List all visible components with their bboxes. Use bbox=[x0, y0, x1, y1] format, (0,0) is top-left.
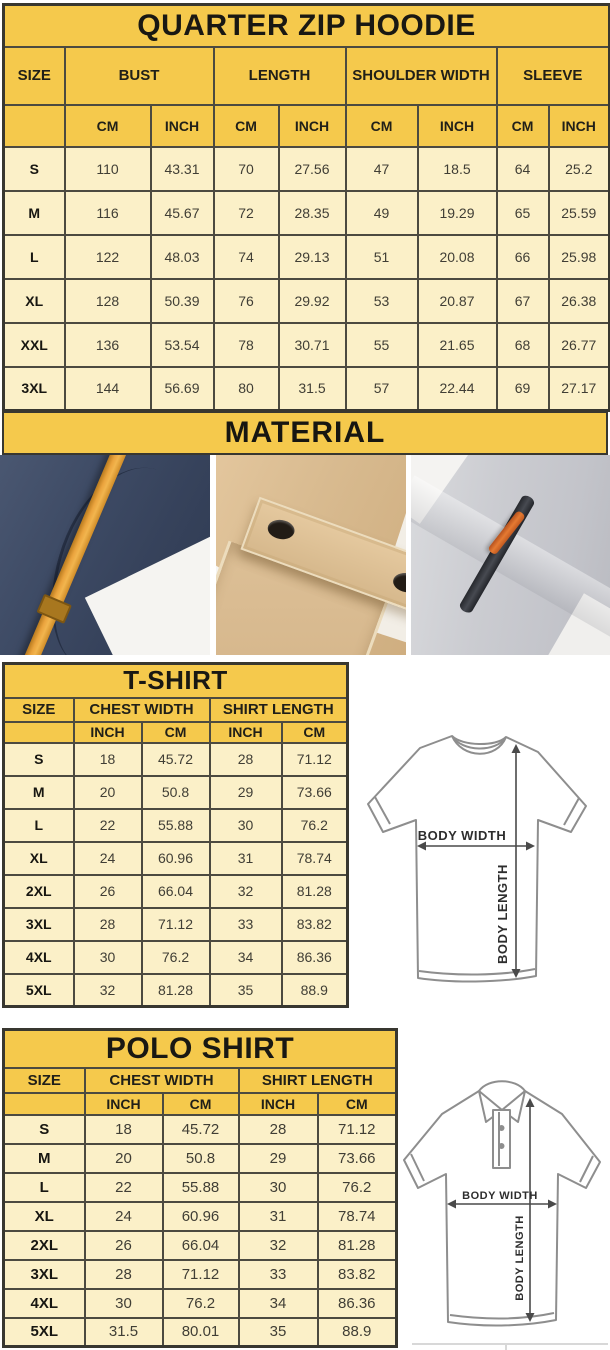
size-cell: S bbox=[4, 147, 65, 191]
value-cell: 26.38 bbox=[549, 279, 610, 323]
table-row bbox=[4, 1260, 397, 1289]
unit-header: CM bbox=[282, 722, 348, 743]
size-cell: 2XL bbox=[4, 1231, 85, 1260]
unit-header: INCH bbox=[549, 105, 610, 147]
value-cell: 128 bbox=[65, 279, 151, 323]
value-cell: 55.88 bbox=[163, 1173, 239, 1202]
unit-header: INCH bbox=[279, 105, 346, 147]
table-row bbox=[4, 1202, 397, 1231]
size-cell: L bbox=[4, 1173, 85, 1202]
value-cell: 53 bbox=[346, 279, 418, 323]
unit-header: CM bbox=[497, 105, 549, 147]
size-cell: 2XL bbox=[4, 875, 74, 908]
value-cell: 80.01 bbox=[163, 1318, 239, 1347]
size-cell: 3XL bbox=[4, 367, 65, 411]
table-row bbox=[4, 323, 610, 367]
value-cell: 50.8 bbox=[142, 776, 210, 809]
size-cell: L bbox=[4, 809, 74, 842]
value-cell: 45.67 bbox=[151, 191, 214, 235]
value-cell: 22 bbox=[85, 1173, 163, 1202]
tshirt-measurement-diagram bbox=[350, 724, 606, 1004]
size-column-header: SIZE bbox=[4, 698, 74, 722]
bust-column-header: BUST bbox=[65, 47, 214, 105]
cropped-next-section-line bbox=[412, 1343, 608, 1345]
value-cell: 144 bbox=[65, 367, 151, 411]
value-cell: 31 bbox=[210, 842, 282, 875]
value-cell: 48.03 bbox=[151, 235, 214, 279]
value-cell: 66 bbox=[497, 235, 549, 279]
unit-header: INCH bbox=[418, 105, 497, 147]
body-length-label: BODY LENGTH bbox=[514, 1215, 526, 1301]
value-cell: 70 bbox=[214, 147, 279, 191]
value-cell: 64 bbox=[497, 147, 549, 191]
size-cell: L bbox=[4, 235, 65, 279]
size-cell: 5XL bbox=[4, 974, 74, 1007]
table-row bbox=[4, 1115, 397, 1144]
value-cell: 34 bbox=[239, 1289, 318, 1318]
tshirt-title: T-SHIRT bbox=[4, 664, 348, 698]
value-cell: 20.08 bbox=[418, 235, 497, 279]
value-cell: 18.5 bbox=[418, 147, 497, 191]
unit-header: CM bbox=[142, 722, 210, 743]
value-cell: 47 bbox=[346, 147, 418, 191]
table-row bbox=[4, 776, 348, 809]
value-cell: 26 bbox=[74, 875, 142, 908]
value-cell: 18 bbox=[74, 743, 142, 776]
value-cell: 78.74 bbox=[318, 1202, 397, 1231]
value-cell: 22 bbox=[74, 809, 142, 842]
size-cell: S bbox=[4, 743, 74, 776]
value-cell: 76.2 bbox=[163, 1289, 239, 1318]
value-cell: 28 bbox=[85, 1260, 163, 1289]
value-cell: 78.74 bbox=[282, 842, 348, 875]
chest-width-column-header: CHEST WIDTH bbox=[85, 1068, 239, 1093]
value-cell: 51 bbox=[346, 235, 418, 279]
unit-header: CM bbox=[318, 1093, 397, 1115]
value-cell: 20.87 bbox=[418, 279, 497, 323]
material-section-title: MATERIAL bbox=[2, 411, 608, 455]
value-cell: 67 bbox=[497, 279, 549, 323]
value-cell: 28 bbox=[239, 1115, 318, 1144]
value-cell: 45.72 bbox=[142, 743, 210, 776]
table-row bbox=[4, 1173, 397, 1202]
value-cell: 60.96 bbox=[163, 1202, 239, 1231]
value-cell: 25.98 bbox=[549, 235, 610, 279]
snap-button bbox=[266, 518, 296, 541]
size-cell: XL bbox=[4, 1202, 85, 1231]
size-cell: 5XL bbox=[4, 1318, 85, 1347]
corner-cell bbox=[4, 105, 65, 147]
value-cell: 30 bbox=[85, 1289, 163, 1318]
value-cell: 31 bbox=[239, 1202, 318, 1231]
value-cell: 35 bbox=[239, 1318, 318, 1347]
value-cell: 71.12 bbox=[282, 743, 348, 776]
size-cell: M bbox=[4, 1144, 85, 1173]
value-cell: 136 bbox=[65, 323, 151, 367]
value-cell: 50.8 bbox=[163, 1144, 239, 1173]
value-cell: 30 bbox=[239, 1173, 318, 1202]
value-cell: 26.77 bbox=[549, 323, 610, 367]
table-row bbox=[4, 941, 348, 974]
table-row bbox=[4, 842, 348, 875]
value-cell: 56.69 bbox=[151, 367, 214, 411]
value-cell: 34 bbox=[210, 941, 282, 974]
body-width-label: BODY WIDTH bbox=[417, 828, 507, 843]
chest-width-column-header: CHEST WIDTH bbox=[74, 698, 210, 722]
hoodie-title: QUARTER ZIP HOODIE bbox=[4, 5, 610, 47]
table-row bbox=[4, 1318, 397, 1347]
table-row bbox=[4, 974, 348, 1007]
value-cell: 33 bbox=[239, 1260, 318, 1289]
unit-header: CM bbox=[214, 105, 279, 147]
value-cell: 30 bbox=[210, 809, 282, 842]
unit-header: CM bbox=[163, 1093, 239, 1115]
body-length-label: BODY LENGTH bbox=[495, 864, 510, 964]
table-row bbox=[4, 147, 610, 191]
material-photo-gray-zipper bbox=[411, 455, 610, 655]
value-cell: 28 bbox=[74, 908, 142, 941]
corner-cell bbox=[4, 1093, 85, 1115]
value-cell: 110 bbox=[65, 147, 151, 191]
value-cell: 74 bbox=[214, 235, 279, 279]
size-cell: S bbox=[4, 1115, 85, 1144]
size-cell: M bbox=[4, 191, 65, 235]
value-cell: 83.82 bbox=[282, 908, 348, 941]
table-row bbox=[4, 1289, 397, 1318]
table-row bbox=[4, 279, 610, 323]
table-row bbox=[4, 191, 610, 235]
shirt-length-column-header: SHIRT LENGTH bbox=[239, 1068, 397, 1093]
unit-header-row bbox=[4, 722, 348, 743]
value-cell: 31.5 bbox=[279, 367, 346, 411]
table-row bbox=[4, 908, 348, 941]
value-cell: 71.12 bbox=[163, 1260, 239, 1289]
value-cell: 27.17 bbox=[549, 367, 610, 411]
value-cell: 33 bbox=[210, 908, 282, 941]
tshirt-size-table bbox=[2, 662, 349, 1008]
table-title-row bbox=[4, 5, 610, 47]
unit-header: INCH bbox=[85, 1093, 163, 1115]
value-cell: 24 bbox=[74, 842, 142, 875]
value-cell: 20 bbox=[85, 1144, 163, 1173]
value-cell: 55 bbox=[346, 323, 418, 367]
body-width-label: BODY WIDTH bbox=[462, 1190, 538, 1202]
unit-header: CM bbox=[346, 105, 418, 147]
value-cell: 76.2 bbox=[142, 941, 210, 974]
value-cell: 29.13 bbox=[279, 235, 346, 279]
unit-header: INCH bbox=[239, 1093, 318, 1115]
value-cell: 76.2 bbox=[318, 1173, 397, 1202]
value-cell: 81.28 bbox=[282, 875, 348, 908]
polo-title: POLO SHIRT bbox=[4, 1030, 397, 1068]
value-cell: 32 bbox=[210, 875, 282, 908]
value-cell: 86.36 bbox=[318, 1289, 397, 1318]
table-row bbox=[4, 875, 348, 908]
size-column-header: SIZE bbox=[4, 1068, 85, 1093]
size-cell: 3XL bbox=[4, 908, 74, 941]
value-cell: 60.96 bbox=[142, 842, 210, 875]
cropped-next-section-line bbox=[505, 1343, 507, 1350]
value-cell: 83.82 bbox=[318, 1260, 397, 1289]
shoulder-width-column-header: SHOULDER WIDTH bbox=[346, 47, 497, 105]
value-cell: 78 bbox=[214, 323, 279, 367]
value-cell: 28.35 bbox=[279, 191, 346, 235]
value-cell: 68 bbox=[497, 323, 549, 367]
pocket-group bbox=[216, 466, 406, 655]
table-row bbox=[4, 1144, 397, 1173]
material-photo-navy-drawstring bbox=[0, 455, 210, 655]
size-column-header: SIZE bbox=[4, 47, 65, 105]
value-cell: 71.12 bbox=[142, 908, 210, 941]
value-cell: 45.72 bbox=[163, 1115, 239, 1144]
value-cell: 65 bbox=[497, 191, 549, 235]
value-cell: 81.28 bbox=[142, 974, 210, 1007]
tshirt-outline bbox=[368, 736, 586, 982]
value-cell: 122 bbox=[65, 235, 151, 279]
polo-measurement-diagram bbox=[396, 1070, 608, 1348]
unit-header: INCH bbox=[210, 722, 282, 743]
length-column-header: LENGTH bbox=[214, 47, 346, 105]
size-cell: XL bbox=[4, 842, 74, 875]
size-cell: XXL bbox=[4, 323, 65, 367]
value-cell: 26 bbox=[85, 1231, 163, 1260]
value-cell: 29 bbox=[210, 776, 282, 809]
value-cell: 30 bbox=[74, 941, 142, 974]
polo-size-table bbox=[2, 1028, 398, 1348]
value-cell: 86.36 bbox=[282, 941, 348, 974]
group-header-row bbox=[4, 1068, 397, 1093]
table-row bbox=[4, 235, 610, 279]
unit-header-row bbox=[4, 1093, 397, 1115]
table-row bbox=[4, 1231, 397, 1260]
table-row bbox=[4, 809, 348, 842]
unit-header-row bbox=[4, 105, 610, 147]
value-cell: 35 bbox=[210, 974, 282, 1007]
snap-button bbox=[392, 571, 406, 594]
value-cell: 72 bbox=[214, 191, 279, 235]
table-row bbox=[4, 743, 348, 776]
value-cell: 24 bbox=[85, 1202, 163, 1231]
table-row bbox=[4, 367, 610, 411]
value-cell: 76.2 bbox=[282, 809, 348, 842]
value-cell: 27.56 bbox=[279, 147, 346, 191]
value-cell: 49 bbox=[346, 191, 418, 235]
size-cell: 4XL bbox=[4, 1289, 85, 1318]
value-cell: 71.12 bbox=[318, 1115, 397, 1144]
value-cell: 55.88 bbox=[142, 809, 210, 842]
group-header-row bbox=[4, 47, 610, 105]
value-cell: 66.04 bbox=[142, 875, 210, 908]
sleeve-column-header: SLEEVE bbox=[497, 47, 610, 105]
unit-header: CM bbox=[65, 105, 151, 147]
value-cell: 30.71 bbox=[279, 323, 346, 367]
hoodie-size-table bbox=[2, 3, 610, 412]
value-cell: 88.9 bbox=[282, 974, 348, 1007]
size-cell: XL bbox=[4, 279, 65, 323]
value-cell: 19.29 bbox=[418, 191, 497, 235]
value-cell: 76 bbox=[214, 279, 279, 323]
value-cell: 32 bbox=[239, 1231, 318, 1260]
value-cell: 32 bbox=[74, 974, 142, 1007]
value-cell: 80 bbox=[214, 367, 279, 411]
value-cell: 57 bbox=[346, 367, 418, 411]
value-cell: 69 bbox=[497, 367, 549, 411]
value-cell: 88.9 bbox=[318, 1318, 397, 1347]
value-cell: 29 bbox=[239, 1144, 318, 1173]
value-cell: 31.5 bbox=[85, 1318, 163, 1347]
table-title-row bbox=[4, 664, 348, 698]
value-cell: 22.44 bbox=[418, 367, 497, 411]
value-cell: 53.54 bbox=[151, 323, 214, 367]
value-cell: 73.66 bbox=[282, 776, 348, 809]
shirt-length-column-header: SHIRT LENGTH bbox=[210, 698, 348, 722]
value-cell: 25.59 bbox=[549, 191, 610, 235]
value-cell: 29.92 bbox=[279, 279, 346, 323]
value-cell: 116 bbox=[65, 191, 151, 235]
value-cell: 20 bbox=[74, 776, 142, 809]
unit-header: INCH bbox=[151, 105, 214, 147]
value-cell: 66.04 bbox=[163, 1231, 239, 1260]
size-cell: 3XL bbox=[4, 1260, 85, 1289]
table-title-row bbox=[4, 1030, 397, 1068]
material-photo-khaki-pocket bbox=[216, 455, 406, 655]
size-cell: M bbox=[4, 776, 74, 809]
value-cell: 18 bbox=[85, 1115, 163, 1144]
value-cell: 81.28 bbox=[318, 1231, 397, 1260]
value-cell: 50.39 bbox=[151, 279, 214, 323]
value-cell: 25.2 bbox=[549, 147, 610, 191]
value-cell: 28 bbox=[210, 743, 282, 776]
corner-cell bbox=[4, 722, 74, 743]
size-cell: 4XL bbox=[4, 941, 74, 974]
value-cell: 21.65 bbox=[418, 323, 497, 367]
group-header-row bbox=[4, 698, 348, 722]
value-cell: 73.66 bbox=[318, 1144, 397, 1173]
value-cell: 43.31 bbox=[151, 147, 214, 191]
unit-header: INCH bbox=[74, 722, 142, 743]
